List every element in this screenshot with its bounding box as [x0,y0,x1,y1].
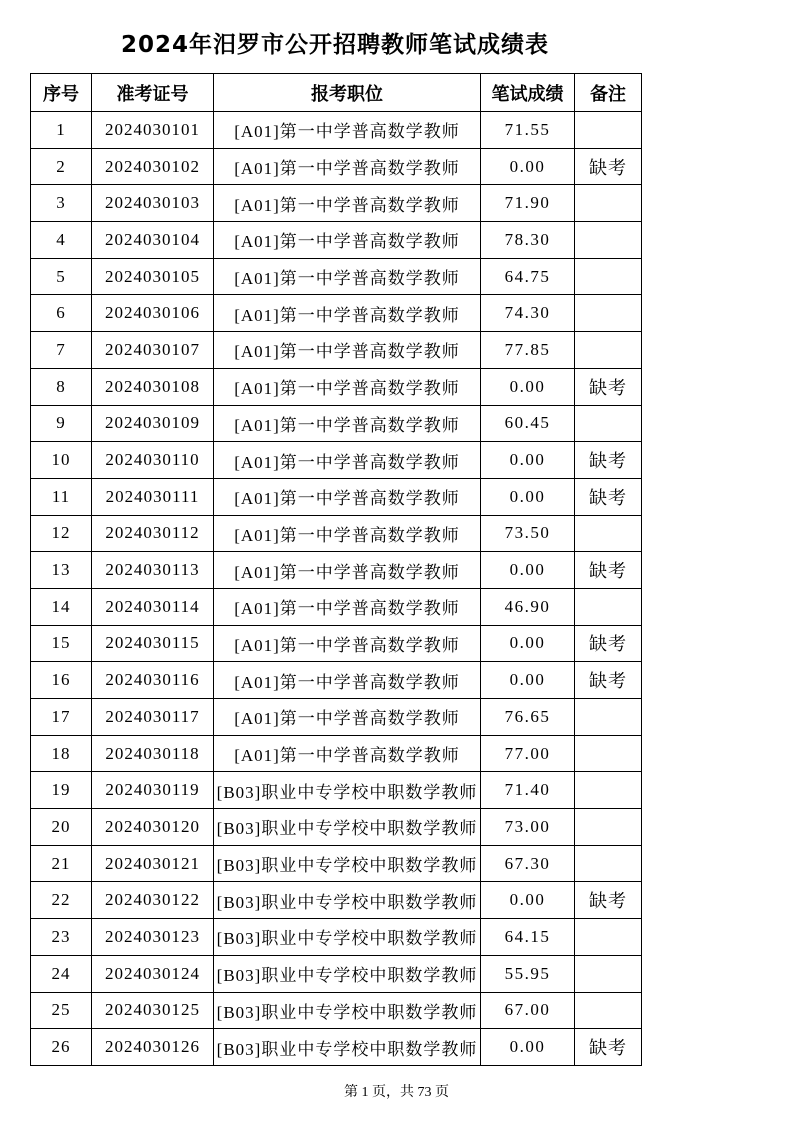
cell-score: 0.00 [481,882,575,919]
cell-exam-id: 2024030119 [92,772,214,809]
cell-exam-id: 2024030112 [92,515,214,552]
cell-score: 46.90 [481,588,575,625]
cell-score: 73.00 [481,809,575,846]
cell-remark [575,992,642,1029]
table-row [31,368,642,405]
cell-no: 3 [31,185,92,222]
cell-position: [A01]第一中学普高数学教师 [214,222,481,259]
table-row [31,222,642,259]
cell-no: 2 [31,148,92,185]
cell-score: 64.75 [481,258,575,295]
cell-position: [A01]第一中学普高数学教师 [214,515,481,552]
cell-position: [A01]第一中学普高数学教师 [214,185,481,222]
table-row [31,845,642,882]
cell-no: 6 [31,295,92,332]
cell-remark: 缺考 [575,1029,642,1066]
cell-position: [A01]第一中学普高数学教师 [214,258,481,295]
table-row [31,258,642,295]
table-row [31,405,642,442]
cell-remark [575,772,642,809]
header-position: 报考职位 [214,74,481,112]
cell-no: 9 [31,405,92,442]
cell-position: [B03]职业中专学校中职数学教师 [214,955,481,992]
cell-score: 71.40 [481,772,575,809]
cell-no: 5 [31,258,92,295]
cell-no: 13 [31,552,92,589]
cell-remark: 缺考 [575,625,642,662]
table-row [31,478,642,515]
table-header [31,74,642,112]
cell-position: [A01]第一中学普高数学教师 [214,148,481,185]
cell-score: 76.65 [481,699,575,736]
cell-remark: 缺考 [575,662,642,699]
cell-position: [B03]职业中专学校中职数学教师 [214,882,481,919]
cell-score: 77.85 [481,332,575,369]
cell-exam-id: 2024030108 [92,368,214,405]
cell-score: 64.15 [481,919,575,956]
cell-remark: 缺考 [575,148,642,185]
table-row [31,955,642,992]
cell-position: [A01]第一中学普高数学教师 [214,735,481,772]
cell-remark: 缺考 [575,478,642,515]
cell-score: 55.95 [481,955,575,992]
cell-no: 20 [31,809,92,846]
table-row [31,442,642,479]
table-row [31,882,642,919]
header-exam-id: 准考证号 [92,74,214,112]
cell-no: 11 [31,478,92,515]
cell-score: 0.00 [481,1029,575,1066]
cell-score: 0.00 [481,148,575,185]
table-row [31,295,642,332]
cell-score: 0.00 [481,662,575,699]
cell-remark [575,919,642,956]
cell-score: 0.00 [481,552,575,589]
table-row [31,148,642,185]
cell-no: 17 [31,699,92,736]
cell-no: 15 [31,625,92,662]
cell-position: [A01]第一中学普高数学教师 [214,662,481,699]
cell-score: 0.00 [481,442,575,479]
cell-remark [575,845,642,882]
cell-exam-id: 2024030123 [92,919,214,956]
header-remark: 备注 [575,74,642,112]
cell-no: 22 [31,882,92,919]
cell-exam-id: 2024030124 [92,955,214,992]
cell-remark [575,955,642,992]
cell-remark [575,405,642,442]
table-row [31,515,642,552]
cell-exam-id: 2024030101 [92,112,214,149]
cell-no: 1 [31,112,92,149]
cell-exam-id: 2024030115 [92,625,214,662]
cell-remark [575,112,642,149]
cell-score: 0.00 [481,478,575,515]
cell-remark [575,332,642,369]
table-row [31,112,642,149]
cell-exam-id: 2024030102 [92,148,214,185]
cell-score: 77.00 [481,735,575,772]
cell-remark: 缺考 [575,552,642,589]
table-row [31,552,642,589]
cell-exam-id: 2024030116 [92,662,214,699]
cell-no: 24 [31,955,92,992]
cell-exam-id: 2024030110 [92,442,214,479]
cell-remark [575,809,642,846]
table-row [31,992,642,1029]
cell-score: 71.90 [481,185,575,222]
cell-exam-id: 2024030122 [92,882,214,919]
cell-no: 25 [31,992,92,1029]
cell-exam-id: 2024030104 [92,222,214,259]
cell-remark [575,295,642,332]
cell-exam-id: 2024030111 [92,478,214,515]
cell-exam-id: 2024030118 [92,735,214,772]
table-row [31,772,642,809]
cell-no: 12 [31,515,92,552]
cell-exam-id: 2024030117 [92,699,214,736]
cell-score: 67.30 [481,845,575,882]
cell-remark [575,185,642,222]
cell-score: 78.30 [481,222,575,259]
cell-no: 8 [31,368,92,405]
cell-no: 14 [31,588,92,625]
cell-position: [A01]第一中学普高数学教师 [214,405,481,442]
table-row [31,735,642,772]
cell-no: 19 [31,772,92,809]
table-row [31,332,642,369]
cell-exam-id: 2024030107 [92,332,214,369]
cell-remark [575,515,642,552]
cell-exam-id: 2024030114 [92,588,214,625]
cell-remark: 缺考 [575,442,642,479]
cell-exam-id: 2024030105 [92,258,214,295]
cell-remark [575,222,642,259]
table-row [31,699,642,736]
cell-remark [575,258,642,295]
cell-position: [A01]第一中学普高数学教师 [214,295,481,332]
table-row [31,1029,642,1066]
document-title: 2024年汨罗市公开招聘教师笔试成绩表 [120,32,549,58]
table-body [31,112,642,1066]
cell-no: 21 [31,845,92,882]
table-row [31,625,642,662]
cell-position: [A01]第一中学普高数学教师 [214,112,481,149]
cell-position: [A01]第一中学普高数学教师 [214,442,481,479]
page-footer: 第 1 页，共 73 页 [344,1085,449,1100]
cell-score: 71.55 [481,112,575,149]
cell-position: [B03]职业中专学校中职数学教师 [214,845,481,882]
cell-exam-id: 2024030113 [92,552,214,589]
cell-position: [A01]第一中学普高数学教师 [214,478,481,515]
cell-remark [575,699,642,736]
cell-position: [A01]第一中学普高数学教师 [214,552,481,589]
cell-score: 67.00 [481,992,575,1029]
table-row [31,809,642,846]
cell-remark [575,588,642,625]
cell-position: [B03]职业中专学校中职数学教师 [214,992,481,1029]
cell-score: 0.00 [481,625,575,662]
cell-no: 26 [31,1029,92,1066]
cell-score: 74.30 [481,295,575,332]
cell-exam-id: 2024030126 [92,1029,214,1066]
table-row [31,588,642,625]
header-score: 笔试成绩 [481,74,575,112]
cell-no: 23 [31,919,92,956]
cell-exam-id: 2024030109 [92,405,214,442]
cell-position: [A01]第一中学普高数学教师 [214,332,481,369]
cell-remark: 缺考 [575,368,642,405]
cell-position: [A01]第一中学普高数学教师 [214,699,481,736]
cell-score: 60.45 [481,405,575,442]
cell-remark: 缺考 [575,882,642,919]
cell-no: 10 [31,442,92,479]
cell-exam-id: 2024030125 [92,992,214,1029]
cell-position: [B03]职业中专学校中职数学教师 [214,919,481,956]
cell-position: [B03]职业中专学校中职数学教师 [214,809,481,846]
cell-exam-id: 2024030121 [92,845,214,882]
table-row [31,185,642,222]
cell-position: [A01]第一中学普高数学教师 [214,625,481,662]
cell-score: 0.00 [481,368,575,405]
cell-no: 4 [31,222,92,259]
cell-exam-id: 2024030120 [92,809,214,846]
cell-position: [B03]职业中专学校中职数学教师 [214,772,481,809]
cell-remark [575,735,642,772]
cell-no: 16 [31,662,92,699]
table-row [31,662,642,699]
cell-position: [A01]第一中学普高数学教师 [214,588,481,625]
cell-exam-id: 2024030106 [92,295,214,332]
cell-no: 18 [31,735,92,772]
cell-position: [B03]职业中专学校中职数学教师 [214,1029,481,1066]
cell-position: [A01]第一中学普高数学教师 [214,368,481,405]
header-row [31,74,642,112]
header-no: 序号 [31,74,92,112]
score-table [30,73,642,1066]
cell-no: 7 [31,332,92,369]
table-row [31,919,642,956]
cell-exam-id: 2024030103 [92,185,214,222]
cell-score: 73.50 [481,515,575,552]
